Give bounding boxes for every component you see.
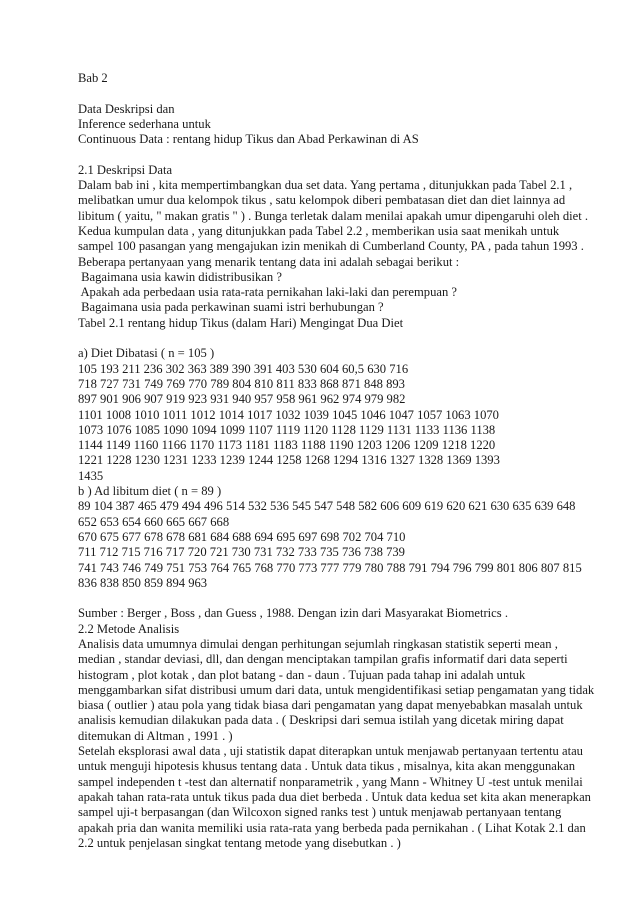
data-row: 836 838 850 859 894 963 [78,575,208,590]
data-row: 711 712 715 716 717 720 721 730 731 732 733 735 736 738 739 [78,545,405,560]
data-row: 89 104 387 465 479 494 496 514 532 536 545 547 548 582 606 609 619 620 621 630 635 639 648 [78,499,576,514]
section-heading: 2.2 Metode Analisis [78,621,180,636]
paragraph-line: histogram , plot kotak , dan plot batang - dan - daun . Tujuan pada tahap ini adalah untuk [78,667,526,682]
paragraph-line: sampel independen t -test dan alternatif nonparametrik , yang Mann - Whitney U -test untuk menilai [78,774,583,789]
paragraph-line: melibatkan umur dua kelompok tikus , satu kelompok diberi pembatasan diet dan diet lainnya ad [78,193,566,208]
data-row: 718 727 731 749 769 770 789 804 810 811 833 868 871 848 893 [78,376,405,391]
title-line: Continuous Data : rentang hidup Tikus dan Abad Perkawinan di AS [78,132,419,147]
source-citation: Sumber : Berger , Boss , dan Guess , 1988. Dengan izin dari Masyarakat Biometrics . [78,606,508,621]
paragraph-line: libitum ( yaitu, " makan gratis " ) . Bunga terletak dalam menilai apakah umur dipengaruhi oleh diet . [78,208,589,223]
paragraph-line: Beberapa pertanyaan yang menarik tentang data ini adalah sebagai berikut : [78,254,460,269]
data-row: 897 901 906 907 919 923 931 940 957 958 961 962 974 979 982 [78,392,406,407]
section-deskripsi-data [78,163,608,331]
paragraph-line: ditemukan di Altman , 1991 . ) [78,728,233,743]
paragraph-line: analisis kemudian dilakukan pada data . ( Deskripsi dari semua istilah yang dicetak miring dapat [78,713,564,728]
data-row: 741 743 746 749 751 753 764 765 768 770 773 777 779 780 788 791 794 796 799 801 806 807 815 [78,560,582,575]
chapter-heading: Bab 2 [78,71,108,85]
lifespan-table [78,346,608,591]
paragraph-line: Dalam bab ini , kita mempertimbangkan dua set data. Yang pertama , ditunjukkan pada Tabel 2.1 , [78,178,573,193]
data-row: 1144 1149 1160 1166 1170 1173 1181 1183 1188 1190 1203 1206 1209 1218 1220 [78,438,496,453]
paragraph-line: apakah tahan rata-rata untuk tikus pada dua diet berbeda . Untuk data kedua set kita akan menerapkan [78,789,591,804]
paragraph-line: sampel uji-t berpasangan (dan Wilcoxon signed ranks test ) untuk menjawab pertanyaan tentang [78,805,562,820]
data-row: 1101 1008 1010 1011 1012 1014 1017 1032 1039 1045 1046 1047 1057 1063 1070 [78,407,499,422]
question-item: Bagaimana usia pada perkawinan suami istri berhubungan ? [78,300,384,315]
paragraph-line: sampel 100 pasangan yang mengajukan izin menikah di Cumberland County, PA , pada tahun 1993 . [78,239,584,254]
section-metode-analisis [78,622,608,851]
data-row: 1073 1076 1085 1090 1094 1099 1107 1119 1120 1128 1129 1131 1133 1136 1138 [78,422,496,437]
title-line: Data Deskripsi dan [78,101,175,116]
question-item: Bagaimana usia kawin didistribusikan ? [78,269,282,284]
document-page [78,71,608,851]
spacer [78,147,608,162]
paragraph-line: biasa ( outlier ) atau pola yang tidak biasa dari pengamatan yang dapat menyebabkan masalah untuk [78,698,583,713]
paragraph-line: apakah pria dan wanita memiliki usia rata-rata yang berbeda pada pernikahan . ( Lihat Kotak 2.1 dan [78,820,586,835]
question-item: Apakah ada perbedaan usia rata-rata pernikahan laki-laki dan perempuan ? [78,285,458,300]
paragraph-line: 2.2 untuk penjelasan singkat tentang metode yang disebutkan . ) [78,835,401,850]
group-label: b ) Ad libitum diet ( n = 89 ) [78,484,222,499]
group-label: a) Diet Dibatasi ( n = 105 ) [78,346,215,361]
document-title [78,102,608,148]
title-line: Inference sederhana untuk [78,116,211,131]
paragraph-line: median , standar deviasi, dll, dan dengan menciptakan tampilan grafis informatif dari data seperti [78,652,568,667]
data-row: 105 193 211 236 302 363 389 390 391 403 530 604 60,5 630 716 [78,361,409,376]
paragraph-line: menggambarkan sifat distribusi umum dari data, untuk mengidentifikasi setiap pengamatan yang tidak [78,682,595,697]
spacer [78,591,608,606]
data-row: 1221 1228 1230 1231 1233 1239 1244 1258 1268 1294 1316 1327 1328 1369 1393 [78,453,500,468]
paragraph-line: Setelah eksplorasi awal data , uji statistik dapat diterapkan untuk menjawab pertanyaan tertentu atau [78,744,583,759]
data-row: 1435 [78,468,104,483]
data-row: 652 653 654 660 665 667 668 [78,514,230,529]
data-row: 670 675 677 678 678 681 684 688 694 695 697 698 702 704 710 [78,529,406,544]
paragraph-line: Analisis data umumnya dimulai dengan perhitungan sejumlah ringkasan statistik seperti mean , [78,636,558,651]
spacer [78,331,608,346]
paragraph-line: Kedua kumpulan data , yang ditunjukkan pada Tabel 2.2 , memberikan usia saat menikah untuk [78,223,560,238]
table-caption: Tabel 2.1 rentang hidup Tikus (dalam Hari) Mengingat Dua Diet [78,315,404,330]
paragraph-line: untuk menguji hipotesis khusus tentang data . Untuk data tikus , misalnya, kita akan menggunakan [78,759,576,774]
section-heading: 2.1 Deskripsi Data [78,162,173,177]
spacer [78,86,608,101]
